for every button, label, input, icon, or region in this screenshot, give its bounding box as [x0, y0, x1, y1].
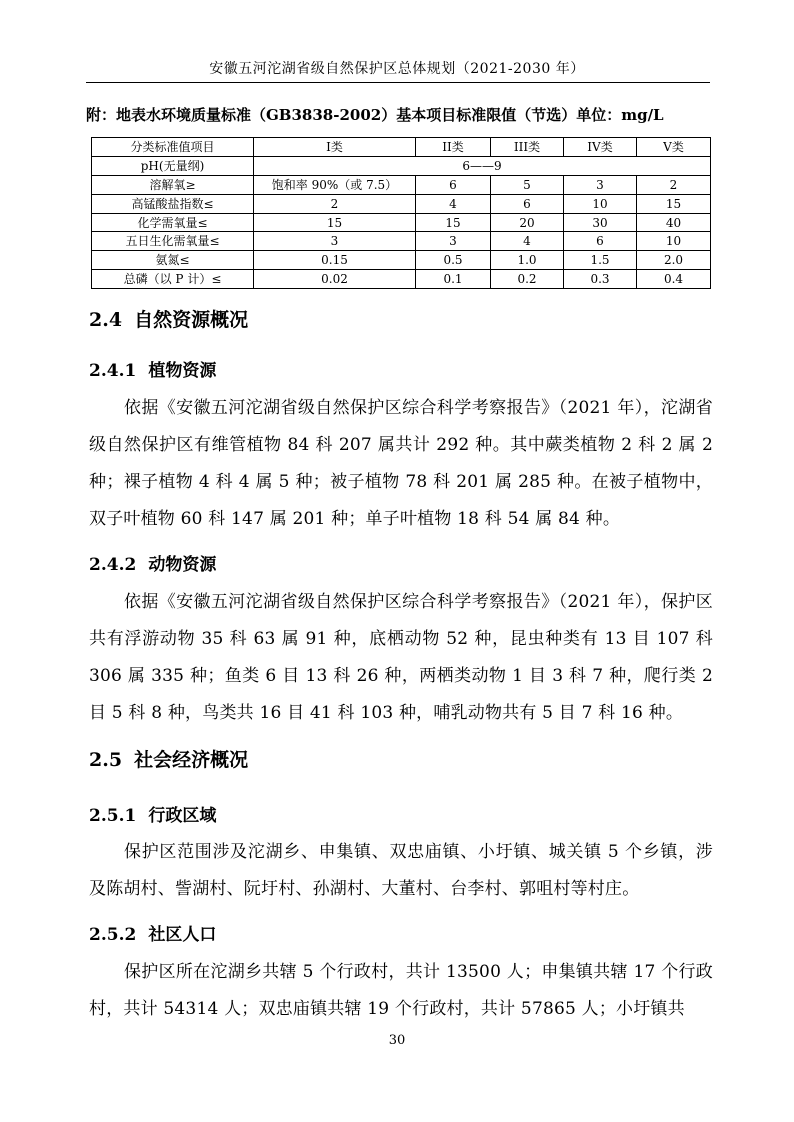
section-number: 2.4: [89, 309, 123, 331]
section-heading-2-4-2: [89, 550, 216, 575]
table-cell: 1.5: [564, 251, 637, 270]
section-title: 行政区域: [148, 806, 217, 826]
section-heading-2-4: [89, 305, 248, 332]
table-cell: 15: [254, 213, 416, 232]
section-title: 社区人口: [148, 925, 217, 945]
table-caption: 附：地表水环境质量标准（GB3838-2002）基本项目标准限值（节选）单位：mg/L: [86, 106, 664, 124]
header-divider: [86, 82, 710, 83]
table-header-cell: III类: [491, 138, 564, 157]
water-quality-standard-table: [91, 137, 711, 289]
table-row: [92, 232, 711, 251]
section-number: 2.5.2: [89, 925, 137, 945]
table-cell: 0.2: [491, 270, 564, 289]
table-cell: 化学需氧量≤: [92, 213, 254, 232]
section-heading-2-5-2: [89, 920, 216, 945]
table-cell: 6: [416, 175, 491, 194]
section-title: 自然资源概况: [134, 309, 249, 331]
table-header-cell: IV类: [564, 138, 637, 157]
table-cell: 饱和率 90%（或 7.5）: [254, 175, 416, 194]
section-number: 2.4.1: [89, 361, 137, 381]
table-cell: 2: [254, 194, 416, 213]
section-title: 动物资源: [148, 555, 217, 575]
table-cell: 4: [491, 232, 564, 251]
table-row: [92, 251, 711, 270]
table-cell: 3: [564, 175, 637, 194]
table-cell: 10: [564, 194, 637, 213]
table-cell: 2.0: [637, 251, 711, 270]
table-row-ph: [92, 156, 711, 175]
section-number: 2.5.1: [89, 806, 137, 826]
table-cell: 6: [491, 194, 564, 213]
table-row: [92, 213, 711, 232]
table-cell: 0.15: [254, 251, 416, 270]
table-cell: 20: [491, 213, 564, 232]
table-header-cell: I类: [254, 138, 416, 157]
table-cell: 15: [637, 194, 711, 213]
page-header: 安徽五河沱湖省级自然保护区总体规划（2021-2030 年）: [209, 61, 585, 77]
table-cell: 0.4: [637, 270, 711, 289]
table-row: [92, 194, 711, 213]
paragraph-plant-resources: 依据《安徽五河沱湖省级自然保护区综合科学考察报告》（2021 年），沱湖省级自然保护区有维管植物 84 科 207 属共计 292 种。其中蕨类植物 2 科 2 属 2 种；裸子植物 4 科 4 属 5 种；被子植物 78 科 201 属 285 种。在被子植物中，双子叶植物 60 科 147 属 201 种；单子叶植物 18 科 54 属 84 种。: [89, 398, 713, 529]
section-title: 社会经济概况: [134, 749, 249, 771]
table-header-cell: II类: [416, 138, 491, 157]
table-cell: 氨氮≤: [92, 251, 254, 270]
table-cell: 3: [416, 232, 491, 251]
table-cell: 5: [491, 175, 564, 194]
table-cell: 3: [254, 232, 416, 251]
table-cell: 40: [637, 213, 711, 232]
table-cell: 总磷（以 P 计）≤: [92, 270, 254, 289]
table-header-cell: 分类标准值项目: [92, 138, 254, 157]
table-row: [92, 270, 711, 289]
table-cell: 10: [637, 232, 711, 251]
paragraph-administrative-area: 保护区范围涉及沱湖乡、申集镇、双忠庙镇、小圩镇、城关镇 5 个乡镇，涉及陈胡村、訾湖村、阮圩村、孙湖村、大董村、台李村、郭咀村等村庄。: [89, 842, 713, 899]
section-title: 植物资源: [148, 361, 217, 381]
table-cell: 高锰酸盐指数≤: [92, 194, 254, 213]
table-cell: 溶解氧≥: [92, 175, 254, 194]
table-cell: 15: [416, 213, 491, 232]
section-number: 2.4.2: [89, 555, 137, 575]
table-cell: 0.3: [564, 270, 637, 289]
table-cell: 0.1: [416, 270, 491, 289]
table-cell: pH(无量纲): [92, 156, 254, 175]
page-number: 30: [388, 1033, 406, 1048]
table-cell: 1.0: [491, 251, 564, 270]
table-cell: 0.5: [416, 251, 491, 270]
table-cell: 6: [564, 232, 637, 251]
paragraph-community-population: 保护区所在沱湖乡共辖 5 个行政村，共计 13500 人；申集镇共辖 17 个行政村，共计 54314 人；双忠庙镇共辖 19 个行政村，共计 57865 人；小圩镇共: [89, 962, 713, 1019]
table-cell: 0.02: [254, 270, 416, 289]
table-cell: 五日生化需氧量≤: [92, 232, 254, 251]
section-heading-2-4-1: [89, 356, 216, 381]
table-cell: 4: [416, 194, 491, 213]
section-heading-2-5: [89, 745, 248, 772]
section-heading-2-5-1: [89, 801, 216, 826]
table-cell: 6——9: [254, 156, 711, 175]
section-number: 2.5: [89, 749, 123, 771]
table-header-row: [92, 138, 711, 157]
table-cell: 2: [637, 175, 711, 194]
table-header-cell: V类: [637, 138, 711, 157]
table-cell: 30: [564, 213, 637, 232]
paragraph-animal-resources: 依据《安徽五河沱湖省级自然保护区综合科学考察报告》（2021 年），保护区共有浮游动物 35 科 63 属 91 种，底栖动物 52 种，昆虫种类有 13 目 107 科 306 属 335 种；鱼类 6 目 13 科 26 种，两栖类动物 1 目 3 科 7 种，爬行类 2 目 5 科 8 种，鸟类共 16 目 41 科 103 种，哺乳动物共有 5 目 7 科 16 种。: [89, 592, 713, 723]
table-row: [92, 175, 711, 194]
